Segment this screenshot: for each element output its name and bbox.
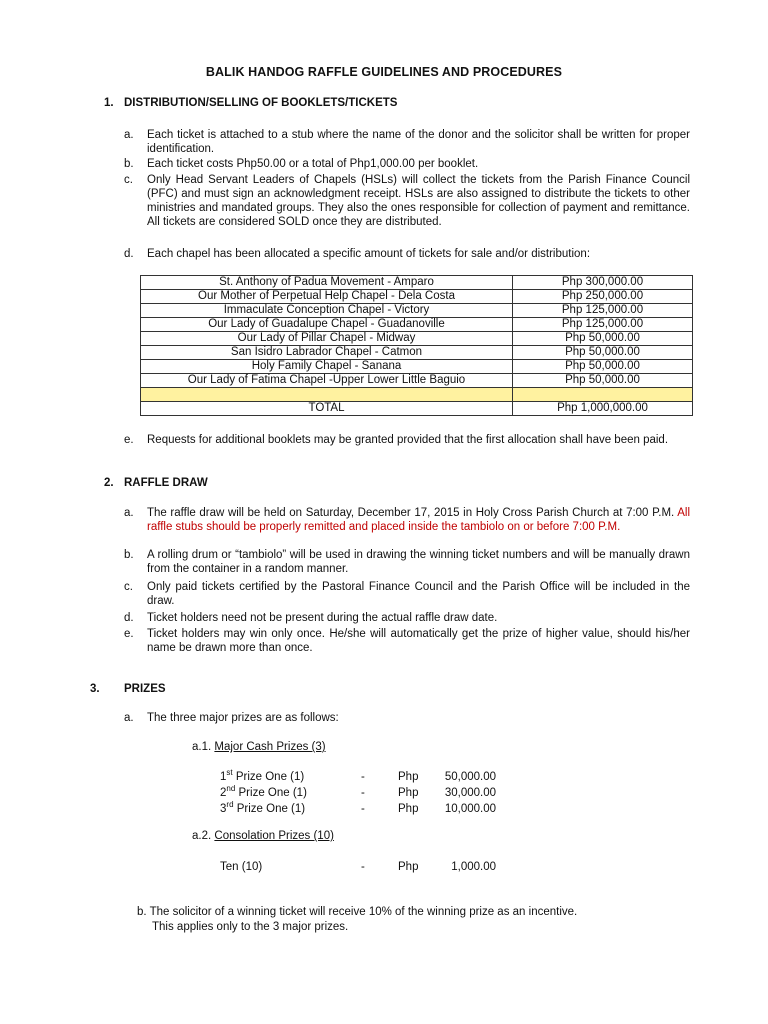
list-item: [124, 611, 690, 625]
section-number: 3.: [90, 683, 100, 695]
item-label: a.: [124, 507, 134, 519]
item-label: d.: [124, 248, 134, 260]
list-item: [124, 247, 690, 261]
item-label: e.: [124, 434, 134, 446]
chapel-amount: Php 125,000.00: [513, 304, 693, 318]
table-row: [141, 346, 693, 360]
chapel-name: Holy Family Chapel - Sanana: [141, 360, 513, 374]
table-row: [141, 332, 693, 346]
list-item: [124, 711, 690, 725]
table-row: [141, 360, 693, 374]
table-total-row: [141, 402, 693, 416]
item-text-red: All raffle stubs should be properly remitted and placed inside the tambiolo on or before 7:00 P.M.: [147, 507, 690, 533]
prize-row: [220, 860, 520, 874]
total-amount: Php 1,000,000.00: [513, 402, 693, 416]
prize-currency: Php: [398, 787, 419, 799]
list-item: [124, 433, 690, 447]
prize-amount: 30,000.00: [444, 787, 496, 799]
list-item: [124, 580, 690, 608]
table-row: [141, 304, 693, 318]
section-1-heading: [104, 96, 397, 110]
prize-name: Prize One (1): [235, 771, 305, 783]
item-label: e.: [124, 628, 134, 640]
section-2-heading: [104, 476, 208, 490]
prize-dash: -: [361, 803, 365, 815]
section-title: RAFFLE DRAW: [124, 477, 208, 489]
list-item: [124, 173, 690, 229]
item-text-continuation: This applies only to the 3 major prizes.: [152, 921, 349, 933]
ordinal-suffix: st: [226, 768, 233, 778]
prize-name: Prize One (1): [238, 787, 307, 799]
allocation-table: [140, 275, 693, 416]
prize-dash: -: [361, 787, 365, 799]
subsection-title: Consolation Prizes (10): [214, 830, 334, 842]
section-3-heading: [90, 682, 166, 696]
item-text: Each chapel has been allocated a specific amount of tickets for sale and/or distribution:: [147, 248, 591, 260]
chapel-amount: Php 125,000.00: [513, 318, 693, 332]
chapel-amount: Php 50,000.00: [513, 346, 693, 360]
prize-ordinal: [220, 768, 233, 783]
item-label: a.: [124, 712, 134, 724]
list-item: [124, 157, 690, 171]
table-row: [141, 290, 693, 304]
chapel-amount: Php 250,000.00: [513, 290, 693, 304]
prize-amount: 1,000.00: [451, 861, 496, 873]
item-text: A rolling drum or “tambiolo” will be used in drawing the winning ticket numbers and will be manually drawn from the container in a random manner.: [147, 549, 690, 575]
item-text: [147, 506, 690, 534]
prize-row: [220, 770, 520, 784]
item-text: Only paid tickets certified by the Pastoral Finance Council and the Parish Office will be included in the draw.: [147, 581, 690, 607]
item-text: The three major prizes are as follows:: [147, 712, 339, 724]
item-text: Ticket holders may win only once. He/she will automatically get the prize of higher value, should his/her name be drawn more than once.: [147, 628, 690, 654]
ordinal-number: 1: [220, 771, 227, 783]
item-text: Each ticket costs Php50.00 or a total of Php1,000.00 per booklet.: [147, 158, 479, 170]
prize-amount: 50,000.00: [444, 771, 496, 783]
page-title: BALIK HANDOG RAFFLE GUIDELINES AND PROCEDURES: [205, 65, 563, 79]
table-row: [141, 374, 693, 388]
prize-amount: 10,000.00: [444, 803, 496, 815]
chapel-name: St. Anthony of Padua Movement - Amparo: [141, 276, 513, 290]
prize-currency: Php: [398, 771, 419, 783]
table-row: [141, 318, 693, 332]
prize-dash: -: [361, 861, 365, 873]
consolation-prizes-heading: [192, 829, 334, 843]
ordinal-number: 2: [220, 787, 227, 799]
prize-currency: Php: [398, 861, 419, 873]
list-item: [124, 627, 690, 655]
item-text-normal: The raffle draw will be held on Saturday, December 17, 2015 in Holy Cross Parish Church at 7:00 P.M.: [147, 507, 678, 519]
subsection-label: a.2.: [192, 830, 212, 842]
chapel-name: Immaculate Conception Chapel - Victory: [141, 304, 513, 318]
chapel-amount: Php 50,000.00: [513, 332, 693, 346]
chapel-name: Our Mother of Perpetual Help Chapel - Dela Costa: [141, 290, 513, 304]
item-label: c.: [124, 174, 133, 186]
ordinal-suffix: nd: [226, 784, 236, 794]
chapel-name: Our Lady of Guadalupe Chapel - Guadanoville: [141, 318, 513, 332]
ordinal-number: 3: [220, 803, 227, 815]
chapel-name: Our Lady of Pillar Chapel - Midway: [141, 332, 513, 346]
item-label: b.: [137, 906, 147, 918]
empty-cell: [141, 388, 513, 402]
item-text: Only Head Servant Leaders of Chapels (HSLs) will collect the tickets from the Parish Finance Council (PFC) and must sign an acknowledgment receipt. HSLs are also assigned to distribute the tickets to other ministries and mandated groups. They also the ones responsible for collection of payment and remittance. All tickets are considered SOLD once they are distributed.: [147, 174, 690, 228]
section-number: 1.: [104, 97, 114, 109]
list-item: [124, 548, 690, 576]
item-text: Requests for additional booklets may be granted provided that the first allocation shall have been paid.: [147, 434, 669, 446]
chapel-amount: Php 50,000.00: [513, 360, 693, 374]
table-row: [141, 276, 693, 290]
subsection-label: a.1.: [192, 741, 212, 753]
chapel-amount: Php 300,000.00: [513, 276, 693, 290]
table-row-empty: [141, 388, 693, 402]
empty-cell: [513, 388, 693, 402]
item-label: b.: [124, 158, 134, 170]
prize-name: Prize One (1): [236, 803, 306, 815]
major-prizes-heading: [192, 740, 326, 754]
item-label: b.: [124, 549, 134, 561]
subsection-title: Major Cash Prizes (3): [214, 741, 326, 753]
section-title: DISTRIBUTION/SELLING OF BOOKLETS/TICKETS: [124, 97, 398, 109]
prize-row: [220, 786, 520, 800]
item-text: Ticket holders need not be present during the actual raffle draw date.: [147, 612, 498, 624]
prize-row: [220, 802, 520, 816]
section-number: 2.: [104, 477, 114, 489]
prize-ordinal: [220, 784, 236, 799]
chapel-amount: Php 50,000.00: [513, 374, 693, 388]
chapel-name: Our Lady of Fatima Chapel -Upper Lower Little Baguio: [141, 374, 513, 388]
item-text: The solicitor of a winning ticket will receive 10% of the winning prize as an incentive.: [149, 906, 578, 918]
section-title: PRIZES: [124, 683, 166, 695]
total-label: TOTAL: [141, 402, 513, 416]
ordinal-suffix: rd: [226, 800, 234, 810]
item-label: a.: [124, 129, 134, 141]
list-item: [137, 905, 717, 919]
list-item: [124, 506, 690, 534]
prize-name: Ten (10): [220, 861, 263, 873]
item-label: c.: [124, 581, 133, 593]
prize-dash: -: [361, 771, 365, 783]
chapel-name: San Isidro Labrador Chapel - Catmon: [141, 346, 513, 360]
prize-currency: Php: [398, 803, 419, 815]
list-item: [124, 128, 690, 156]
prize-ordinal: [220, 800, 234, 815]
item-label: d.: [124, 612, 134, 624]
item-text: Each ticket is attached to a stub where the name of the donor and the solicitor shall be written for proper identification.: [147, 129, 690, 155]
